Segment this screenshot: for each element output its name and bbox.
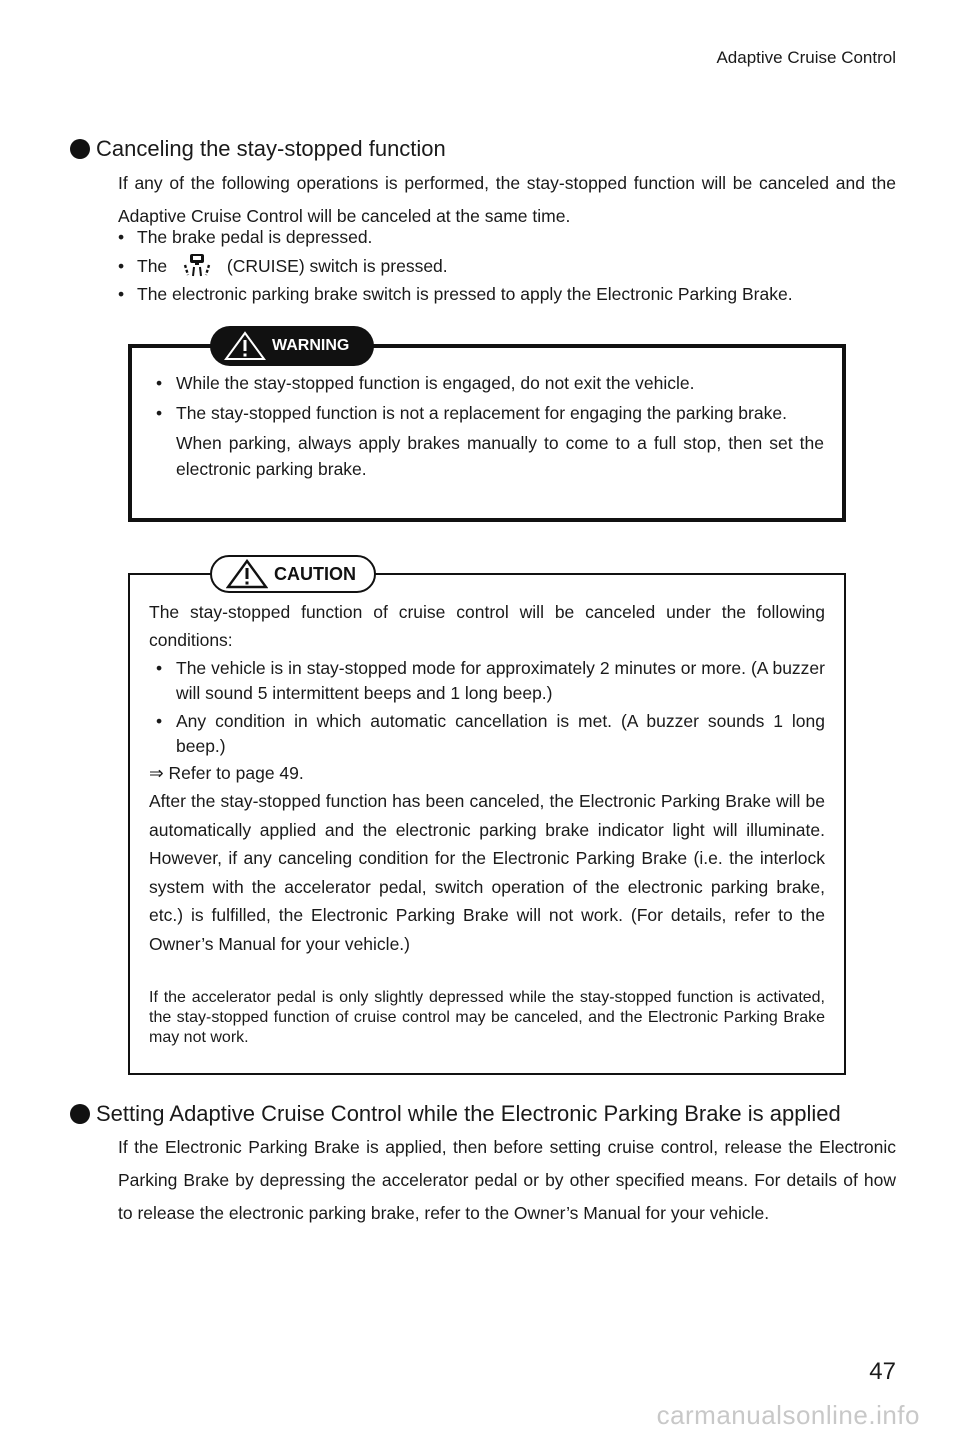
section-heading-setting [70,1101,841,1127]
section-heading-text: Canceling the stay-stopped function [96,136,446,161]
section-heading-text: Setting Adaptive Cruise Control while the Electronic Parking Brake is applied [96,1101,841,1126]
bullet-dot-icon [70,139,90,159]
list-item-text: The electronic parking brake switch is pressed to apply the Electronic Parking Brake. [137,284,793,304]
caution-note-text: If the accelerator pedal is only slightly depressed while the stay-stopped function is activated, the stay-stopped function of cruise control may be canceled, and the Electronic Parking Brake may not work. [149,989,825,1046]
section-intro-paragraph: If any of the following operations is performed, the stay-stopped function will be canceled and the Adaptive Cruise Control will be canceled at the same time. [118,173,896,226]
list-item-text: While the stay-stopped function is engaged, do not exit the vehicle. [176,373,695,393]
caution-list [156,656,825,759]
warning-list [156,370,824,482]
list-item-text: The brake pedal is depressed. [137,227,373,247]
section-heading-canceling [70,136,446,162]
list-item-text: • The stay-stopped function is not a replacement for engaging the parking brake. [176,403,787,423]
list-item-text: When parking, always apply brakes manually to come to a full stop, then set the electronic parking brake. [176,433,824,479]
caution-label-text: CAUTION [274,563,356,584]
list-item [156,400,824,482]
list-item [156,709,825,759]
warning-triangle-icon [224,331,266,361]
cancel-operations-list [118,223,898,309]
page-number: 47 [869,1358,896,1385]
list-item [156,656,825,706]
warning-label-tag [210,326,374,366]
caution-intro-text: The stay-stopped function of cruise control will be canceled under the following conditions: [149,602,825,650]
cruise-switch-icon [182,253,212,277]
caution-label-tag [210,555,376,593]
list-item-text: The vehicle is in stay-stopped mode for approximately 2 minutes or more. (A buzzer will sound 5 intermittent beeps and 1 long beep.) [176,658,825,703]
caution-triangle-icon [226,559,268,589]
bullet-dot-icon [70,1104,90,1124]
list-item [118,223,898,252]
watermark-text: carmanualsonline.info [656,1400,920,1430]
page-header-title: Adaptive Cruise Control [716,48,896,67]
page-reference-link[interactable]: ⇒ Refer to page 49. [149,763,304,783]
list-item [118,280,898,309]
list-item-text: (CRUISE) switch is pressed. [226,255,448,276]
warning-label-text: WARNING [272,337,350,354]
section2-body-paragraph: If the Electronic Parking Brake is applied, then before setting cruise control, release the Electronic Parking Brake by depressing the accelerator pedal or by other specified means. For details of how to release the electronic parking brake, refer to the Owner’s Manual for your vehicle. [118,1137,896,1223]
list-item [118,252,898,281]
list-item-text: The [137,255,168,276]
list-item-text: Any condition in which automatic cancellation is met. (A buzzer sounds 1 long beep.) [176,711,825,756]
list-item [156,370,824,396]
caution-body-text: After the stay-stopped function has been canceled, the Electronic Parking Brake will be automatically applied and the electronic parking brake indicator light will illuminate. However, if any canceling condition for the Electronic Parking Brake (i.e. the interlock system with the accelerator pedal, switch operation of the electronic parking brake, etc.) is fulfilled, the Electronic Parking Brake will not work. (For details, refer to the Owner’s Manual for your vehicle.) [149,791,825,954]
